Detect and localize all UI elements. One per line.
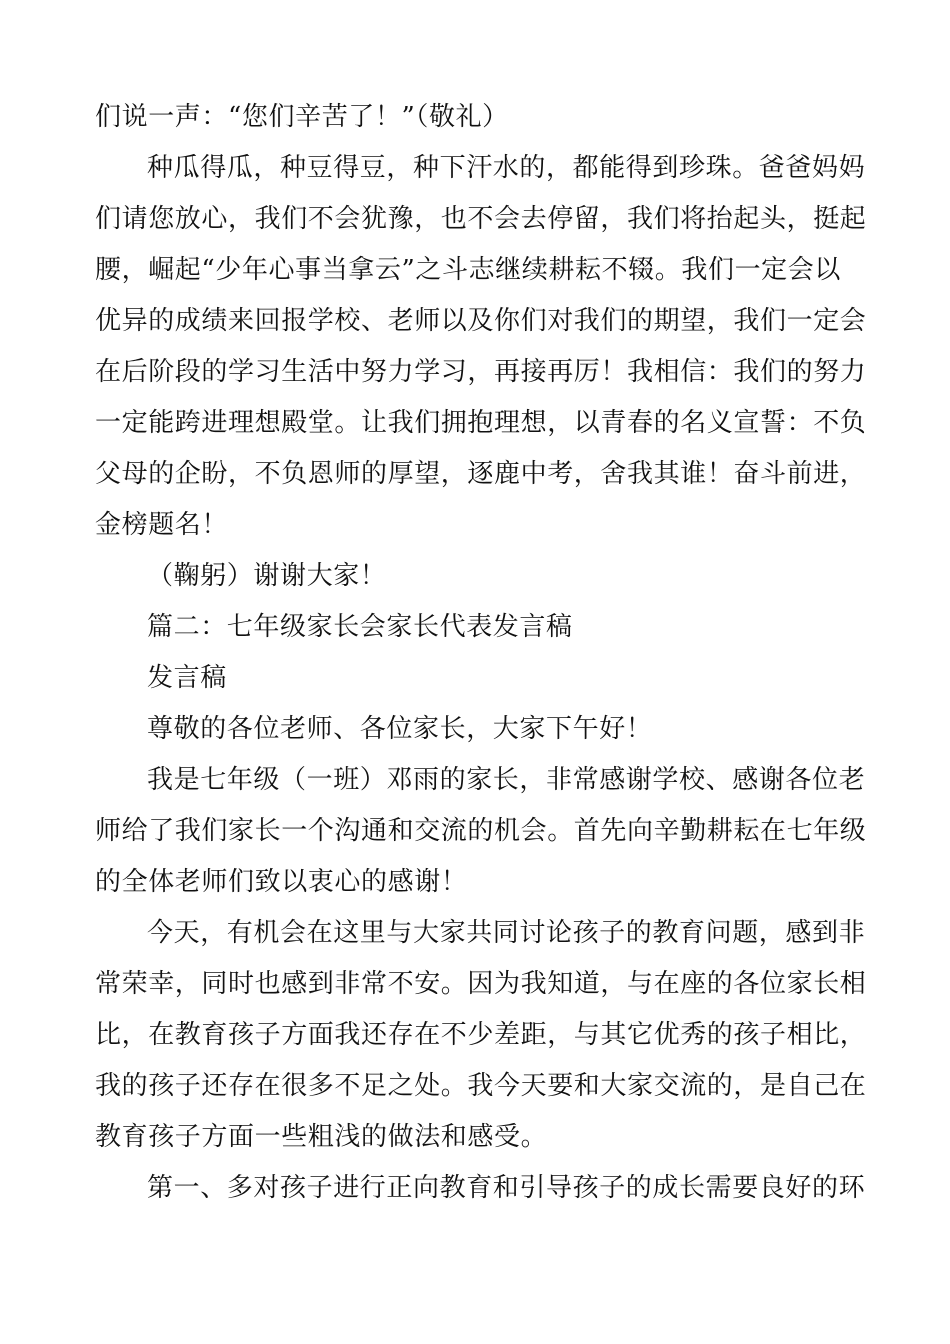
text-line: 第一、多对孩子进行正向教育和引导孩子的成长需要良好的环 [147, 1173, 866, 1203]
text-line: 金榜题名！ [95, 510, 229, 540]
text-line: 一定能跨进理想殿堂。让我们拥抱理想，以青春的名义宣誓：不负 [95, 408, 867, 438]
text-line: 的全体老师们致以衷心的感谢！ [95, 867, 468, 897]
salutation: 尊敬的各位老师、各位家长，大家下午好！ [147, 714, 653, 744]
text-line: 优异的成绩来回报学校、老师以及你们对我们的期望，我们一定会 [95, 306, 867, 336]
text-line: 种瓜得瓜，种豆得豆，种下汗水的，都能得到珍珠。爸爸妈妈 [147, 153, 866, 183]
text-line: 比，在教育孩子方面我还存在不少差距，与其它优秀的孩子相比， [95, 1020, 867, 1050]
text-line: 在后阶段的学习生活中努力学习，再接再厉！我相信：我们的努力 [95, 357, 867, 387]
text-line: （鞠躬）谢谢大家！ [147, 561, 387, 591]
document-body [95, 92, 867, 1214]
text-line: 师给了我们家长一个沟通和交流的机会。首先向辛勤耕耘在七年级 [95, 816, 867, 846]
text-line: 教育孩子方面一些粗浅的做法和感受。 [95, 1122, 548, 1152]
text-line: 们请您放心，我们不会犹豫，也不会去停留，我们将抬起头，挺起 [95, 204, 867, 234]
section-heading: 篇二：七年级家长会家长代表发言稿 [147, 612, 573, 642]
text-line: 我的孩子还存在很多不足之处。我今天要和大家交流的，是自己在 [95, 1071, 867, 1101]
text-line: 常荣幸，同时也感到非常不安。因为我知道，与在座的各位家长相 [95, 969, 867, 999]
section-subheading: 发言稿 [147, 663, 227, 693]
text-line: 我是七年级（一班）邓雨的家长，非常感谢学校、感谢各位老 [147, 765, 866, 795]
text-line: 腰，崛起“少年心事当拿云”之斗志继续耕耘不辍。我们一定会以 [95, 255, 841, 285]
text-line: 今天，有机会在这里与大家共同讨论孩子的教育问题，感到非 [147, 918, 866, 948]
text-line: 父母的企盼，不负恩师的厚望，逐鹿中考，舍我其谁！奋斗前进， [95, 459, 867, 489]
text-line: 们说一声：“您们辛苦了！”（敬礼） [95, 102, 509, 132]
